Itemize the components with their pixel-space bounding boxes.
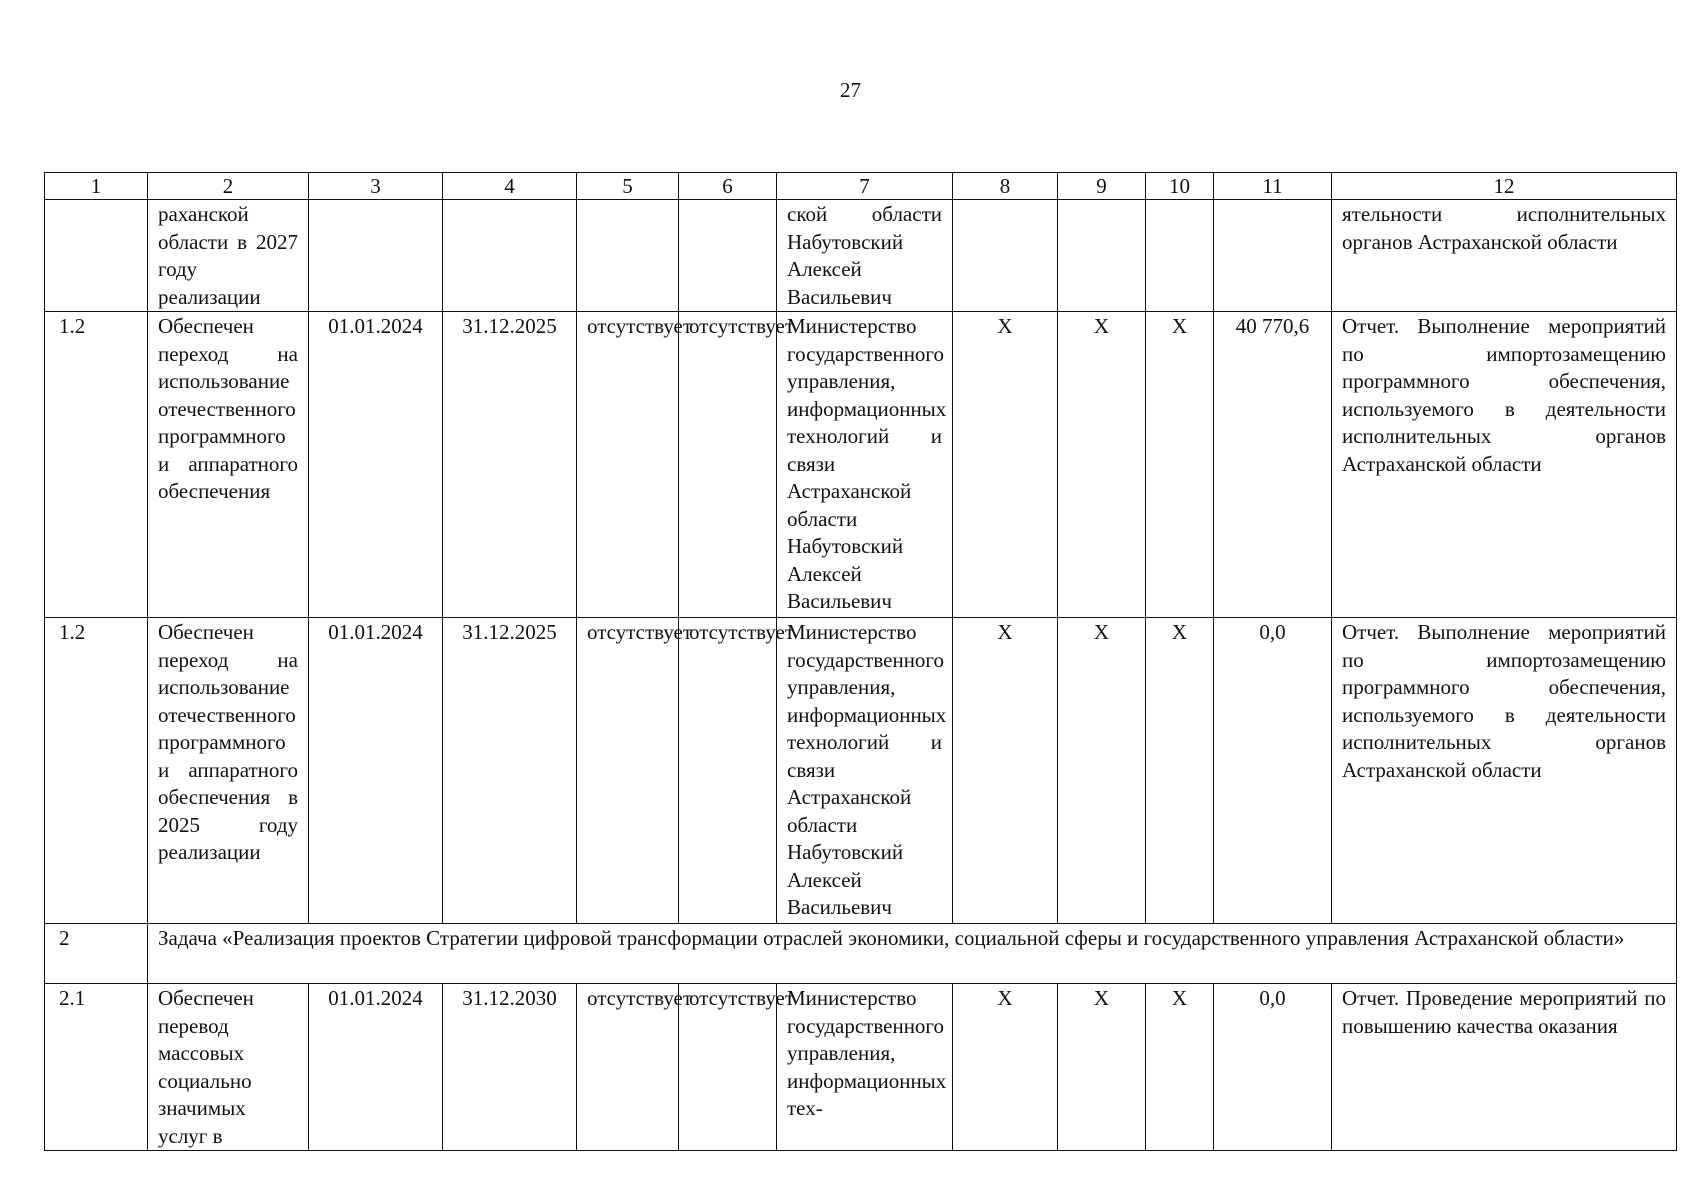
column-9-cell: X [1058, 984, 1146, 1151]
result-cell: раханской области в 2027 году реализации [148, 200, 309, 312]
responsible-cell: ской области Набутовский Алексей Васильевич [777, 200, 953, 312]
end-date-cell: 31.12.2025 [443, 618, 577, 924]
column-8-cell: X [953, 618, 1058, 924]
column-header: 3 [309, 173, 443, 200]
amount-cell: 40 770,6 [1214, 312, 1332, 618]
row-number: 2.1 [45, 984, 148, 1151]
column-8-cell [953, 200, 1058, 312]
table-row [45, 200, 1677, 312]
column-6-cell: отсутствует [679, 312, 777, 618]
column-10-cell: X [1146, 618, 1214, 924]
page-number: 27 [840, 78, 861, 102]
column-header: 8 [953, 173, 1058, 200]
responsible-cell: Министерство государственного управления, информационных тех- [777, 984, 953, 1151]
column-5-cell: отсутствует [577, 618, 679, 924]
column-6-cell: отсутствует [679, 618, 777, 924]
responsible-cell: Министерство государственного управления, информационных технологий и связи Астраханской области Набутовский Алексей Васильевич [777, 312, 953, 618]
column-header: 11 [1214, 173, 1332, 200]
column-header: 12 [1332, 173, 1677, 200]
table-row [45, 312, 1677, 618]
column-6-cell: отсутствует [679, 984, 777, 1151]
column-10-cell: X [1146, 984, 1214, 1151]
task-number: 2 [45, 924, 148, 984]
start-date-cell: 01.01.2024 [309, 984, 443, 1151]
column-header: 4 [443, 173, 577, 200]
column-10-cell [1146, 200, 1214, 312]
row-number [45, 200, 148, 312]
task-row [45, 924, 1677, 984]
column-10-cell: X [1146, 312, 1214, 618]
column-header: 6 [679, 173, 777, 200]
column-9-cell: X [1058, 312, 1146, 618]
end-date-cell: 31.12.2025 [443, 312, 577, 618]
result-cell: Обеспечен переход на использование отечественного программного и аппаратного обеспечения в 2025 году реализации [148, 618, 309, 924]
amount-cell [1214, 200, 1332, 312]
result-cell: Обеспечен перевод массовых социально значимых услуг в [148, 984, 309, 1151]
row-number: 1.2 [45, 618, 148, 924]
result-cell: Обеспечен переход на использование отечественного программного и аппаратного обеспечения [148, 312, 309, 618]
description-cell: Отчет. Выполнение мероприятий по импортозамещению программного обеспечения, используемого в деятельности исполнительных органов Астраханской области [1332, 618, 1677, 924]
column-header: 10 [1146, 173, 1214, 200]
table-row [45, 984, 1677, 1151]
table-row [45, 618, 1677, 924]
description-cell: ятельности исполнительных органов Астраханской области [1332, 200, 1677, 312]
responsible-cell: Министерство государственного управления, информационных технологий и связи Астраханской области Набутовский Алексей Васильевич [777, 618, 953, 924]
activities-table [44, 172, 1677, 1151]
amount-cell: 0,0 [1214, 984, 1332, 1151]
column-9-cell [1058, 200, 1146, 312]
column-9-cell: X [1058, 618, 1146, 924]
column-header: 5 [577, 173, 679, 200]
end-date-cell: 31.12.2030 [443, 984, 577, 1151]
column-number-row [45, 173, 1677, 200]
start-date-cell [309, 200, 443, 312]
column-6-cell [679, 200, 777, 312]
description-cell: Отчет. Проведение мероприятий по повышению качества оказания [1332, 984, 1677, 1151]
start-date-cell: 01.01.2024 [309, 312, 443, 618]
description-cell: Отчет. Выполнение мероприятий по импортозамещению программного обеспечения, используемого в деятельности исполнительных органов Астраханской области [1332, 312, 1677, 618]
column-header: 7 [777, 173, 953, 200]
column-header: 2 [148, 173, 309, 200]
column-8-cell: X [953, 984, 1058, 1151]
start-date-cell: 01.01.2024 [309, 618, 443, 924]
column-header: 9 [1058, 173, 1146, 200]
column-5-cell: отсутствует [577, 984, 679, 1151]
column-header: 1 [45, 173, 148, 200]
row-number: 1.2 [45, 312, 148, 618]
column-5-cell: отсутствует [577, 312, 679, 618]
end-date-cell [443, 200, 577, 312]
task-title: Задача «Реализация проектов Стратегии цифровой трансформации отраслей экономики, социальной сферы и государственного управления Астраханской области» [148, 924, 1677, 984]
amount-cell: 0,0 [1214, 618, 1332, 924]
column-8-cell: X [953, 312, 1058, 618]
column-5-cell [577, 200, 679, 312]
